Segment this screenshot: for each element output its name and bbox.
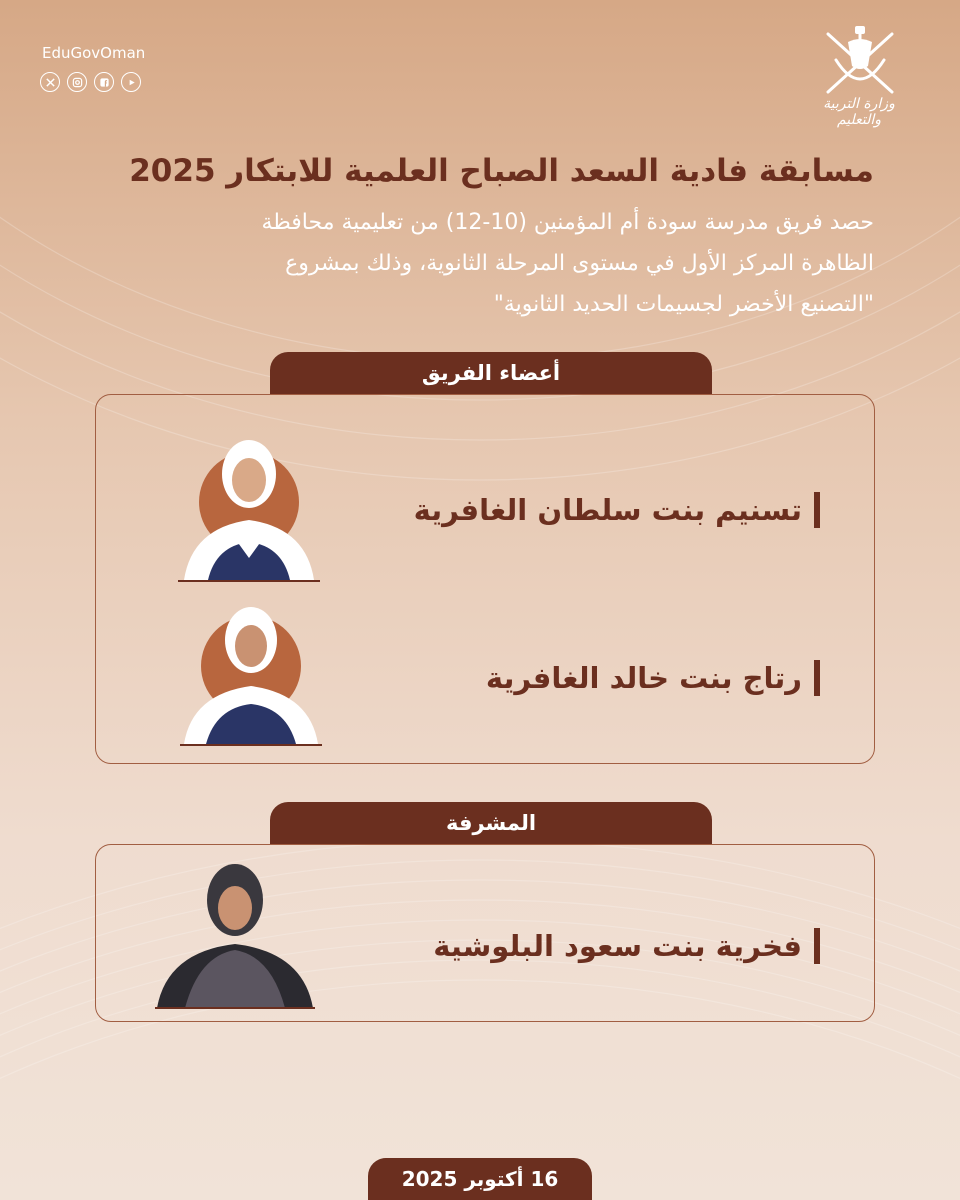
name-bar [814,928,820,964]
instagram-icon[interactable] [67,72,87,92]
facebook-icon[interactable] [94,72,114,92]
member-name [414,492,820,528]
supervisor-photo [155,860,315,1010]
name-bar [814,660,820,696]
name-bar [814,492,820,528]
supervisor-name-text: فخرية بنت سعود البلوشية [433,929,802,963]
member-photo [178,428,320,584]
member-name [486,660,820,696]
social-icons [40,72,141,92]
youtube-icon[interactable] [121,72,141,92]
team-section-label: أعضاء الفريق [270,352,712,394]
description-line: "التصنيع الأخضر لجسيمات الحديد الثانوية" [493,292,874,317]
x-icon[interactable] [40,72,60,92]
announcement-description [84,202,874,325]
description-line: الظاهرة المركز الأول في مستوى المرحلة الثانوية، وذلك بمشروع [285,251,874,276]
member-name-text: رتاج بنت خالد الغافرية [485,661,802,695]
member-name-text: تسنيم بنت سلطان الغافرية [413,493,802,527]
social-handle: EduGovOman [42,44,146,62]
page-title: مسابقة فادية السعد الصباح العلمية للابتكار 2025 [129,153,874,189]
member-photo [180,596,322,748]
description-line: حصد فريق مدرسة سودة أم المؤمنين (10-12) من تعليمية محافظة [261,210,874,235]
date-badge: 16 أكتوبر 2025 [368,1158,592,1200]
ministry-name: وزارة التربية والتعليم [823,96,895,128]
supervisor-section-label: المشرفة [270,802,712,844]
supervisor-name [433,928,820,964]
